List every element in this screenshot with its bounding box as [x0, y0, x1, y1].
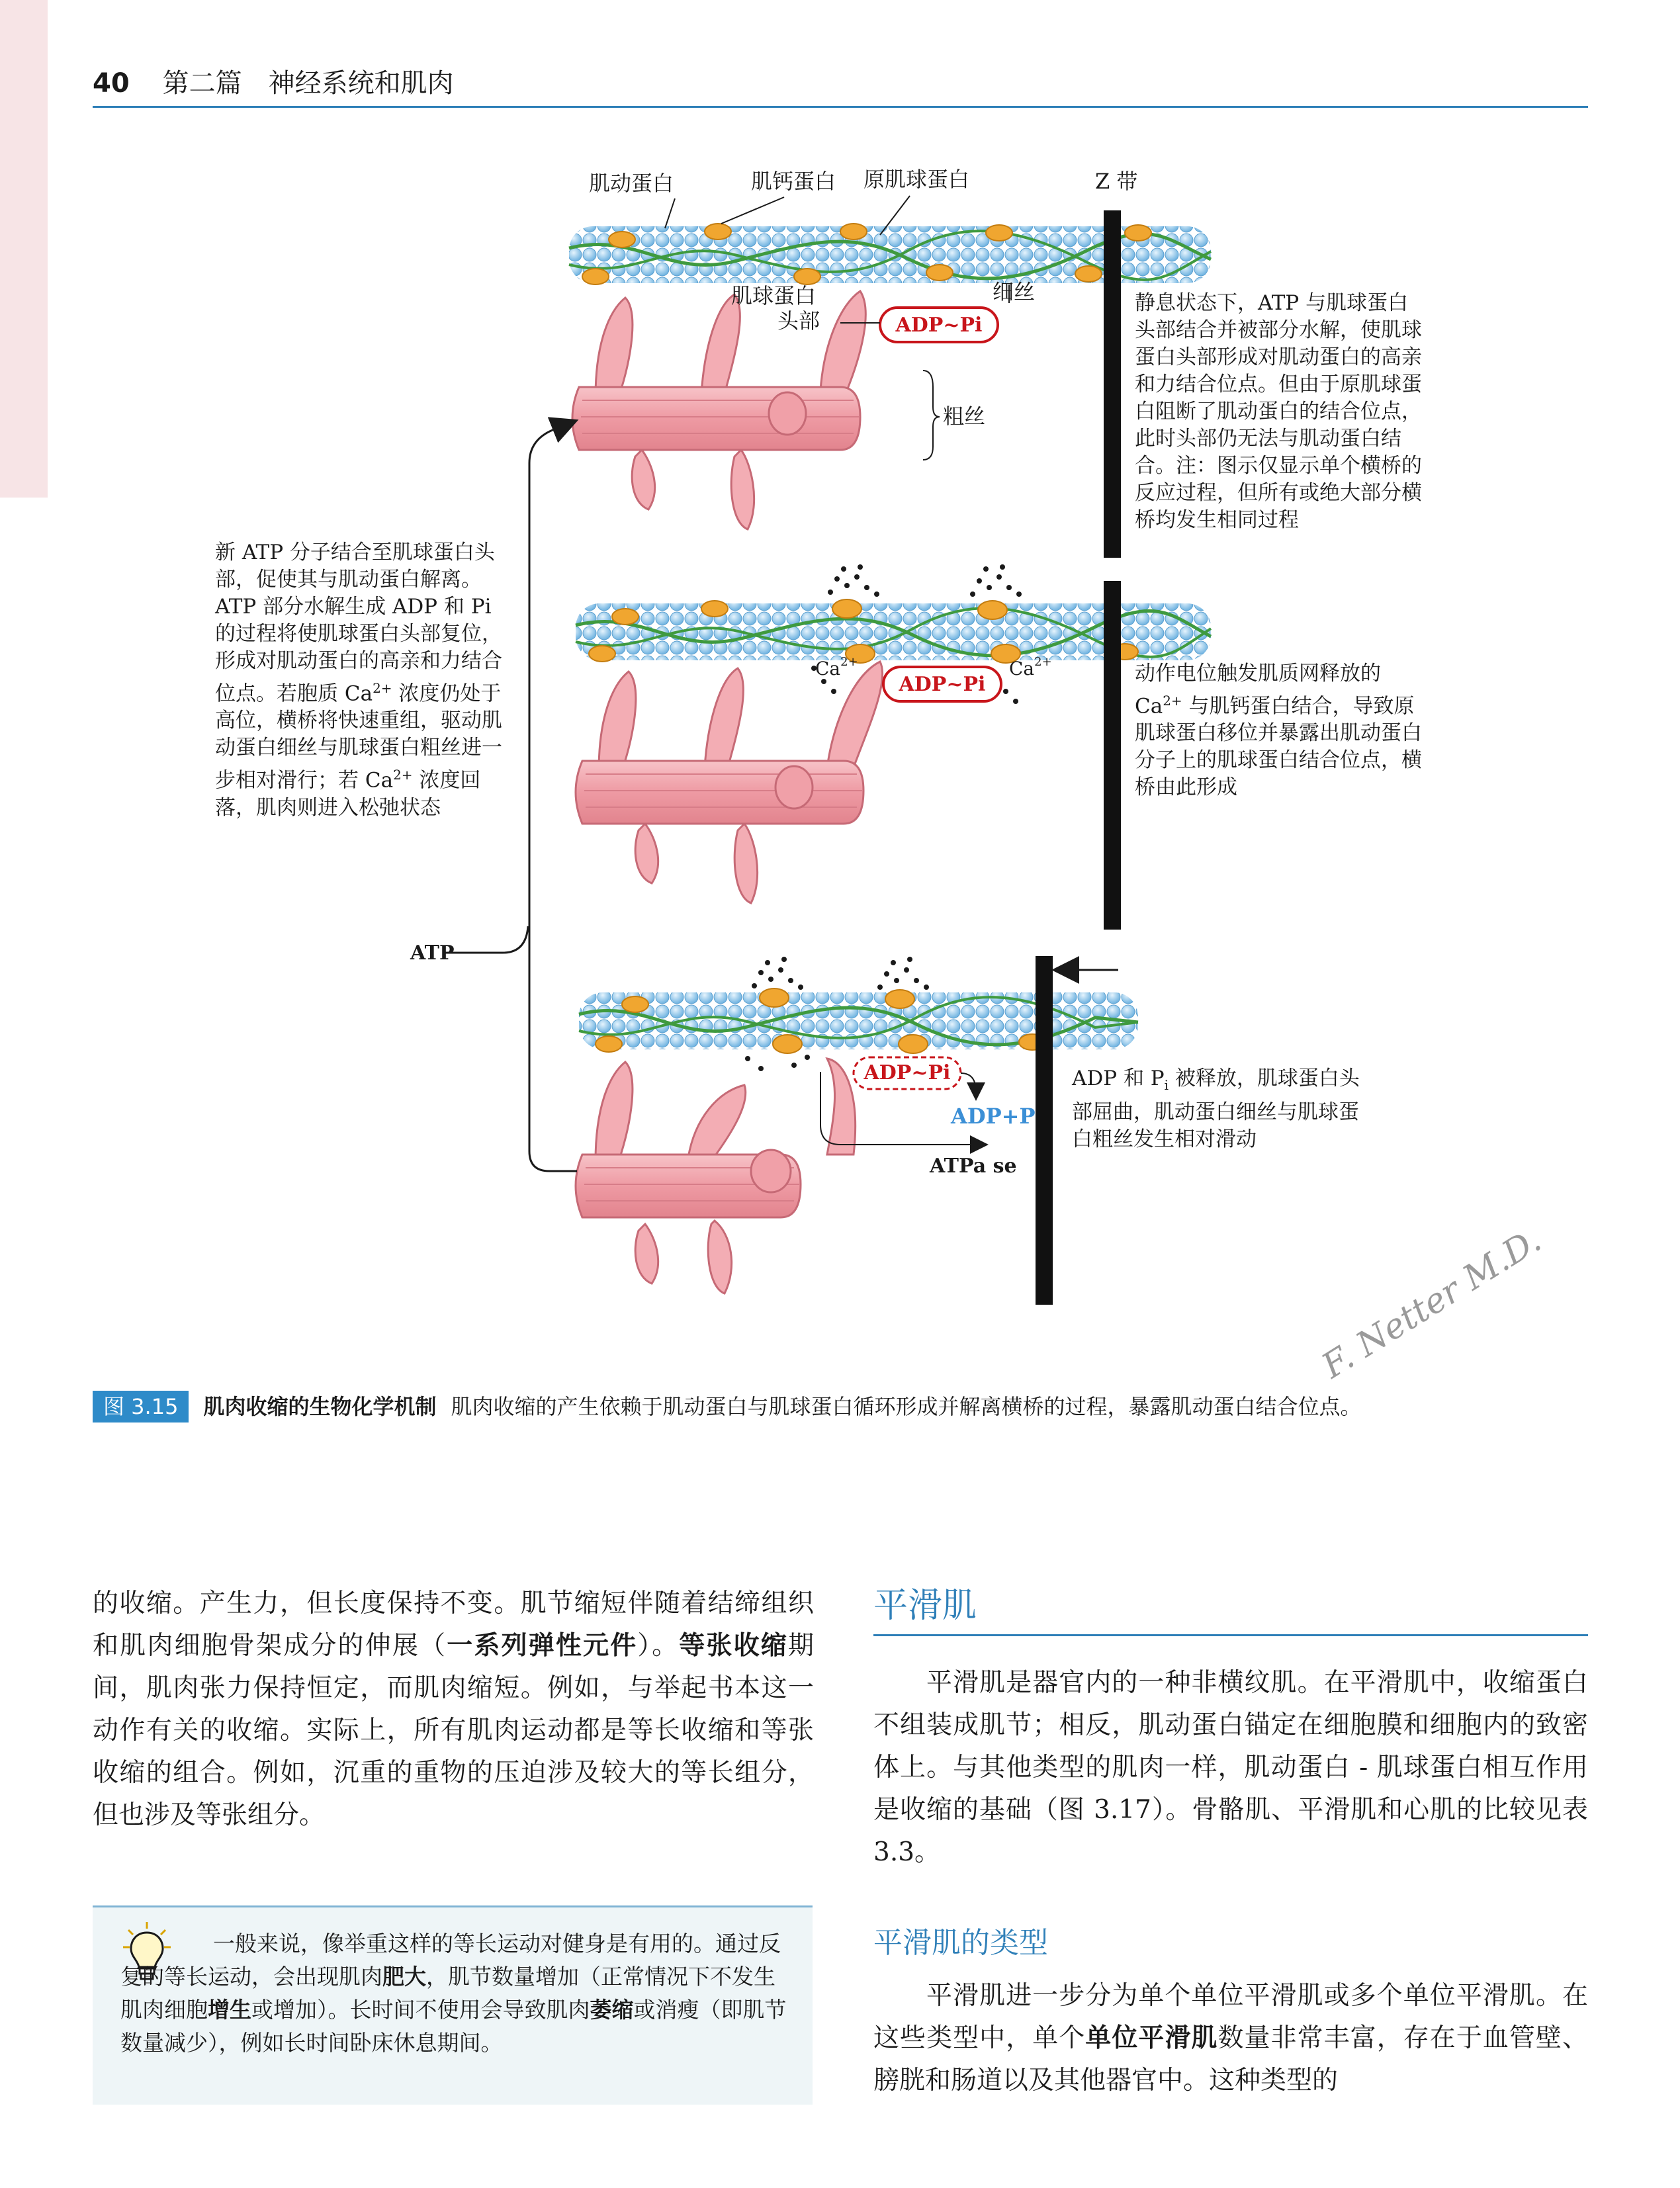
leader-actin — [665, 198, 675, 228]
artist-signature: F. Netter M.D. — [1315, 1220, 1548, 1387]
note-release: ADP 和 $P_i$ 被释放，肌球蛋白头部屈曲，肌动蛋白细丝与肌球蛋白粗丝发生相对滑动 — [1072, 1067, 1360, 1152]
left-column-paragraph: 的收缩。产生力，但长度保持不变。肌节缩短伴随着结缔组织和肌肉细胞骨架成分的伸展（一系列弹性元件）。等张收缩期间，肌肉张力保持恒定，而肌肉缩短。例如，与举起书本这一动作有关的收缩。实际上，所有肌肉运动都是等长收缩和等张收缩的组合。例如，沉重的重物的压迫涉及较大的等长组分，但也涉及等张组分。 — [93, 1589, 814, 1830]
thick-filament-1 — [572, 387, 860, 450]
label-atp: ATP — [410, 941, 455, 965]
label-ca-2b: $Ca^{2+}$ — [1009, 655, 1052, 679]
brace-thick — [923, 371, 940, 460]
figure-caption-text: 肌肉收缩的产生依赖于肌动蛋白与肌球蛋白循环形成并解离横桥的过程，暴露肌动蛋白结合位点。 — [451, 1394, 1362, 1419]
adp-pi-label-2: ADP~Pi — [899, 673, 986, 696]
section-heading-smooth-muscle: 平滑肌 — [873, 1586, 977, 1626]
panel-calcium — [576, 564, 1211, 930]
z-band-1 — [1104, 210, 1121, 558]
label-atpase: ATPa se — [930, 1155, 1017, 1178]
thick-filament-2 — [576, 761, 863, 824]
z-band-3 — [1036, 956, 1053, 1305]
section-title: 第二篇 神经系统和肌肉 — [162, 68, 454, 99]
z-band-2 — [1104, 581, 1121, 930]
panel-rest — [569, 167, 1211, 558]
tip-box — [93, 1905, 813, 2105]
myosin-neck-1 — [769, 392, 806, 435]
note-rest: 静息状态下，ATP 与肌球蛋白头部结合并被部分水解，使肌球蛋白头部形成对肌动蛋白的高亲和力结合位点。但由于原肌球蛋白阻断了肌动蛋白的结合位点，此时头部仍无法与肌动蛋白结合。注：图示仅显示单个横桥的反应过程，但所有或绝大部分横桥均发生相同过程 — [1135, 291, 1422, 532]
leader-troponin — [721, 197, 784, 224]
adp-pi-label-3: ADP~Pi — [863, 1061, 951, 1084]
label-thin-filament: 细丝 — [993, 279, 1036, 304]
myosin-neck-2 — [775, 766, 813, 809]
panel-power-stroke — [576, 956, 1138, 1305]
subheading-smooth-muscle-types: 平滑肌的类型 — [873, 1926, 1048, 1960]
release-arrow — [961, 1073, 976, 1092]
figure-caption — [93, 1391, 1588, 1422]
right-column-paragraph-2: 平滑肌进一步分为单个单位平滑肌或多个单位平滑肌。在这些类型中，单个单位平滑肌数量非常丰富，存在于血管壁、膀胱和肠道以及其他器官中。这种类型的 — [873, 1981, 1588, 2095]
label-tropomyosin: 原肌球蛋白 — [863, 167, 970, 192]
figure-tag: 图 3.15 — [93, 1391, 189, 1422]
label-adp-p: ADP+P — [951, 1104, 1036, 1129]
cycle-arrow — [529, 425, 577, 1171]
label-troponin: 肌钙蛋白 — [751, 169, 836, 194]
label-myosin-head-2: 头部 — [777, 308, 820, 333]
page-number: 40 — [93, 68, 130, 99]
note-action: 动作电位触发肌质网释放的 $Ca^{2+}$ 与肌钙蛋白结合，导致原肌球蛋白移位并暴露出肌动蛋白分子上的肌球蛋白结合位点，横桥由此形成 — [1135, 662, 1422, 800]
section-heading-rule — [873, 1634, 1588, 1636]
label-thick-filament: 粗丝 — [943, 404, 986, 429]
label-actin: 肌动蛋白 — [589, 171, 674, 196]
label-z-band: Z 带 — [1095, 169, 1138, 194]
tip-text: 一般来说，像举重这样的等长运动对健身是有用的。通过反复的等长运动，会出现肌肉肥大，肌节数量增加（正常情况下不发生肌肉细胞增生或增加）。长时间不使用会导致肌肉萎缩或消瘦（即肌节数量减少），例如长时间卧床休息期间。 — [120, 1931, 787, 2056]
right-column-paragraph-1: 平滑肌是器官内的一种非横纹肌。在平滑肌中，收缩蛋白不组装成肌节；相反，肌动蛋白锚定在细胞膜和细胞内的致密体上。与其他类型的肌肉一样，肌动蛋白 - 肌球蛋白相互作用是收缩的基础（图 3.17）。骨骼肌、平滑肌和心肌的比较见表 3.3。 — [873, 1668, 1588, 1867]
note-left: 新 ATP 分子结合至肌球蛋白头部，促使其与肌动蛋白解离。ATP 部分水解生成 ADP 和 Pi 的过程将使肌球蛋白头部复位，形成对肌动蛋白的高亲和力结合位点。若胞质 $Ca^{2+}$ 浓度仍处于高位，横桥将快速重组，驱动肌动蛋白细丝与肌球蛋白粗丝进一步相对滑行；若 $Ca^{2+}$ 浓度回落，肌肉则进入松弛状态 — [215, 541, 502, 820]
myosin-neck-3 — [751, 1150, 791, 1192]
atp-input-arrow — [443, 926, 528, 953]
label-myosin-head-1: 肌球蛋白 — [731, 283, 817, 308]
adp-pi-label-1: ADP~Pi — [895, 314, 983, 337]
label-ca-2a: $Ca^{2+}$ — [815, 655, 858, 679]
figure-title: 肌肉收缩的生物化学机制 — [203, 1394, 437, 1419]
